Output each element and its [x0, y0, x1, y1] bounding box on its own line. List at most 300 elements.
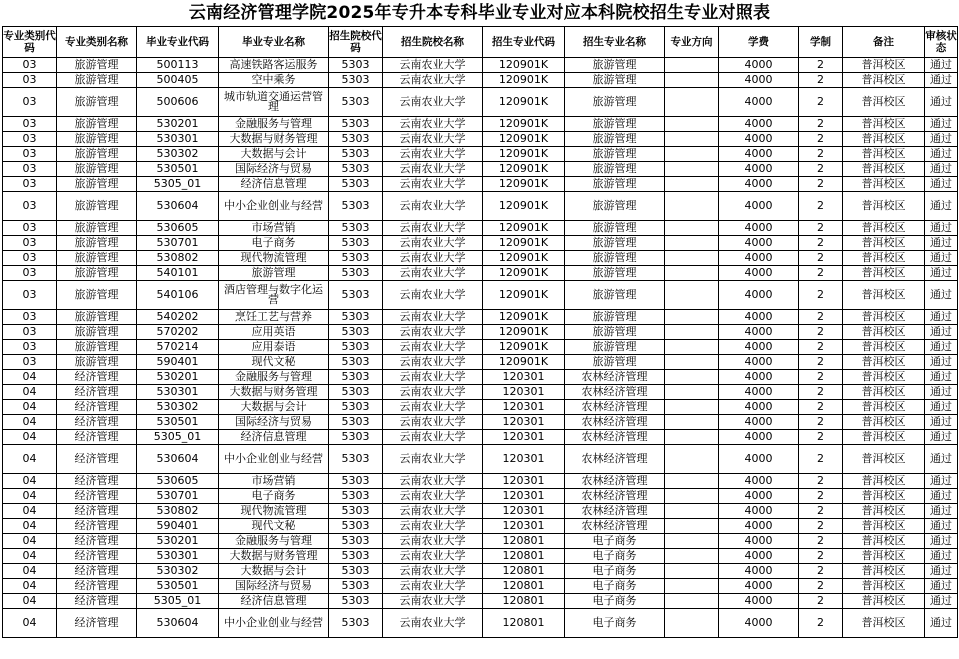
col-category-name-cell: 经济管理 [57, 445, 137, 474]
col-enroll-major-name-cell: 旅游管理 [565, 192, 665, 221]
col-tuition-cell: 4000 [719, 445, 799, 474]
col-review-status-cell: 通过 [925, 117, 958, 132]
col-direction-cell [665, 221, 719, 236]
col-duration-cell: 2 [799, 281, 843, 310]
col-direction-cell [665, 609, 719, 638]
col-school-name-cell: 云南农业大学 [383, 281, 483, 310]
col-direction-cell [665, 236, 719, 251]
col-grad-major-code-cell: 530501 [137, 162, 219, 177]
col-review-status-cell: 通过 [925, 355, 958, 370]
col-duration-cell: 2 [799, 325, 843, 340]
col-school-code-cell: 5303 [329, 73, 383, 88]
table-row [3, 73, 958, 88]
col-enroll-major-name-cell: 电子商务 [565, 564, 665, 579]
col-grad-major-name-cell: 现代物流管理 [219, 251, 329, 266]
col-category-name-cell: 经济管理 [57, 609, 137, 638]
col-enroll-major-code-cell: 120901K [483, 177, 565, 192]
col-enroll-major-name-cell: 旅游管理 [565, 325, 665, 340]
col-school-name-cell: 云南农业大学 [383, 73, 483, 88]
table-row [3, 310, 958, 325]
col-review-status-cell: 通过 [925, 415, 958, 430]
col-school-code-cell: 5303 [329, 534, 383, 549]
col-school-code-cell: 5303 [329, 355, 383, 370]
col-school-name-cell: 云南农业大学 [383, 594, 483, 609]
col-direction-cell [665, 251, 719, 266]
table-row [3, 504, 958, 519]
col-school-code-cell: 5303 [329, 415, 383, 430]
col-school-code-cell: 5303 [329, 117, 383, 132]
col-school-name-cell: 云南农业大学 [383, 445, 483, 474]
col-duration-cell: 2 [799, 236, 843, 251]
col-remark-cell: 普洱校区 [843, 281, 925, 310]
table-row [3, 192, 958, 221]
table-row [3, 177, 958, 192]
col-enroll-major-name-cell: 旅游管理 [565, 355, 665, 370]
col-duration-cell: 2 [799, 579, 843, 594]
col-grad-major-code-header: 毕业专业代码 [137, 27, 219, 58]
col-category-code-cell: 04 [3, 564, 57, 579]
col-tuition-cell: 4000 [719, 58, 799, 73]
col-grad-major-name-cell: 经济信息管理 [219, 430, 329, 445]
col-category-name-cell: 经济管理 [57, 385, 137, 400]
col-enroll-major-name-cell: 农林经济管理 [565, 430, 665, 445]
col-category-name-cell: 经济管理 [57, 534, 137, 549]
col-enroll-major-code-cell: 120901K [483, 266, 565, 281]
col-enroll-major-name-cell: 农林经济管理 [565, 519, 665, 534]
col-review-status-cell: 通过 [925, 132, 958, 147]
col-school-name-cell: 云南农业大学 [383, 489, 483, 504]
col-enroll-major-name-cell: 旅游管理 [565, 73, 665, 88]
col-review-status-cell: 通过 [925, 445, 958, 474]
col-enroll-major-code-cell: 120901K [483, 117, 565, 132]
col-enroll-major-name-cell: 旅游管理 [565, 117, 665, 132]
col-enroll-major-code-cell: 120801 [483, 549, 565, 564]
col-duration-cell: 2 [799, 266, 843, 281]
col-grad-major-code-cell: 500606 [137, 88, 219, 117]
col-school-code-cell: 5303 [329, 474, 383, 489]
col-remark-cell: 普洱校区 [843, 310, 925, 325]
col-enroll-major-name-cell: 电子商务 [565, 579, 665, 594]
col-grad-major-code-cell: 500113 [137, 58, 219, 73]
col-duration-cell: 2 [799, 310, 843, 325]
col-category-name-cell: 旅游管理 [57, 221, 137, 236]
col-enroll-major-name-cell: 旅游管理 [565, 281, 665, 310]
col-school-code-cell: 5303 [329, 58, 383, 73]
col-enroll-major-name-cell: 旅游管理 [565, 147, 665, 162]
col-enroll-major-name-cell: 旅游管理 [565, 162, 665, 177]
col-category-name-cell: 旅游管理 [57, 147, 137, 162]
col-enroll-major-code-cell: 120901K [483, 310, 565, 325]
col-remark-cell: 普洱校区 [843, 58, 925, 73]
col-grad-major-name-cell: 中小企业创业与经营 [219, 445, 329, 474]
col-grad-major-code-cell: 570214 [137, 340, 219, 355]
col-category-code-cell: 04 [3, 385, 57, 400]
col-remark-cell: 普洱校区 [843, 221, 925, 236]
col-school-code-cell: 5303 [329, 519, 383, 534]
col-direction-cell [665, 370, 719, 385]
table-row [3, 251, 958, 266]
col-enroll-major-code-cell: 120301 [483, 430, 565, 445]
col-school-code-cell: 5303 [329, 564, 383, 579]
col-enroll-major-code-cell: 120901K [483, 355, 565, 370]
col-enroll-major-name-cell: 农林经济管理 [565, 489, 665, 504]
col-grad-major-name-cell: 电子商务 [219, 236, 329, 251]
col-category-code-cell: 03 [3, 325, 57, 340]
col-grad-major-name-cell: 经济信息管理 [219, 594, 329, 609]
col-remark-cell: 普洱校区 [843, 445, 925, 474]
col-school-name-header: 招生院校名称 [383, 27, 483, 58]
col-enroll-major-code-cell: 120901K [483, 162, 565, 177]
col-enroll-major-code-cell: 120901K [483, 88, 565, 117]
col-category-name-cell: 经济管理 [57, 519, 137, 534]
col-category-name-cell: 经济管理 [57, 504, 137, 519]
col-duration-cell: 2 [799, 177, 843, 192]
col-review-status-cell: 通过 [925, 549, 958, 564]
col-school-code-cell: 5303 [329, 88, 383, 117]
col-enroll-major-code-cell: 120901K [483, 58, 565, 73]
col-duration-cell: 2 [799, 117, 843, 132]
col-remark-cell: 普洱校区 [843, 385, 925, 400]
col-review-status-cell: 通过 [925, 221, 958, 236]
col-direction-cell [665, 340, 719, 355]
col-grad-major-code-cell: 5305_01 [137, 177, 219, 192]
col-category-code-cell: 03 [3, 251, 57, 266]
col-category-name-cell: 旅游管理 [57, 58, 137, 73]
col-duration-cell: 2 [799, 73, 843, 88]
col-duration-cell: 2 [799, 58, 843, 73]
col-category-code-cell: 03 [3, 147, 57, 162]
col-review-status-cell: 通过 [925, 370, 958, 385]
col-direction-cell [665, 310, 719, 325]
col-school-name-cell: 云南农业大学 [383, 579, 483, 594]
col-direction-cell [665, 579, 719, 594]
col-review-status-cell: 通过 [925, 609, 958, 638]
col-category-code-header: 专业类别代码 [3, 27, 57, 58]
col-review-status-cell: 通过 [925, 192, 958, 221]
table-row [3, 415, 958, 430]
col-grad-major-code-cell: 530501 [137, 415, 219, 430]
col-remark-cell: 普洱校区 [843, 132, 925, 147]
col-school-code-cell: 5303 [329, 549, 383, 564]
col-remark-cell: 普洱校区 [843, 534, 925, 549]
table-row [3, 534, 958, 549]
col-tuition-cell: 4000 [719, 370, 799, 385]
col-category-code-cell: 04 [3, 430, 57, 445]
col-grad-major-code-cell: 590401 [137, 519, 219, 534]
col-review-status-cell: 通过 [925, 579, 958, 594]
table-row [3, 594, 958, 609]
col-category-name-cell: 经济管理 [57, 370, 137, 385]
col-review-status-header: 审核状态 [925, 27, 958, 58]
col-review-status-cell: 通过 [925, 147, 958, 162]
col-school-name-cell: 云南农业大学 [383, 325, 483, 340]
col-category-name-cell: 经济管理 [57, 430, 137, 445]
table-row [3, 564, 958, 579]
col-enroll-major-code-cell: 120901K [483, 147, 565, 162]
col-review-status-cell: 通过 [925, 430, 958, 445]
col-category-name-cell: 旅游管理 [57, 73, 137, 88]
col-direction-cell [665, 88, 719, 117]
col-school-code-cell: 5303 [329, 370, 383, 385]
col-direction-cell [665, 325, 719, 340]
col-review-status-cell: 通过 [925, 73, 958, 88]
col-grad-major-name-cell: 市场营销 [219, 221, 329, 236]
col-review-status-cell: 通过 [925, 385, 958, 400]
col-school-code-cell: 5303 [329, 489, 383, 504]
col-review-status-cell: 通过 [925, 400, 958, 415]
col-enroll-major-name-cell: 电子商务 [565, 594, 665, 609]
col-review-status-cell: 通过 [925, 88, 958, 117]
col-duration-cell: 2 [799, 192, 843, 221]
col-direction-header: 专业方向 [665, 27, 719, 58]
col-duration-cell: 2 [799, 162, 843, 177]
col-school-name-cell: 云南农业大学 [383, 117, 483, 132]
col-grad-major-name-cell: 空中乘务 [219, 73, 329, 88]
col-grad-major-code-cell: 530201 [137, 370, 219, 385]
col-category-code-cell: 03 [3, 281, 57, 310]
col-enroll-major-name-cell: 电子商务 [565, 609, 665, 638]
col-remark-cell: 普洱校区 [843, 251, 925, 266]
col-review-status-cell: 通过 [925, 58, 958, 73]
col-duration-cell: 2 [799, 474, 843, 489]
col-grad-major-code-cell: 530802 [137, 251, 219, 266]
col-direction-cell [665, 400, 719, 415]
col-category-code-cell: 04 [3, 400, 57, 415]
col-grad-major-name-header: 毕业专业名称 [219, 27, 329, 58]
col-category-code-cell: 04 [3, 489, 57, 504]
col-duration-cell: 2 [799, 251, 843, 266]
col-school-code-cell: 5303 [329, 310, 383, 325]
col-enroll-major-code-cell: 120301 [483, 400, 565, 415]
table-row [3, 430, 958, 445]
col-category-name-cell: 旅游管理 [57, 88, 137, 117]
col-school-code-cell: 5303 [329, 579, 383, 594]
col-grad-major-code-cell: 530604 [137, 192, 219, 221]
col-category-name-cell: 旅游管理 [57, 281, 137, 310]
col-remark-cell: 普洱校区 [843, 325, 925, 340]
col-grad-major-name-cell: 金融服务与管理 [219, 534, 329, 549]
col-school-name-cell: 云南农业大学 [383, 147, 483, 162]
col-direction-cell [665, 489, 719, 504]
table-body [3, 58, 958, 638]
col-category-code-cell: 04 [3, 415, 57, 430]
col-school-name-cell: 云南农业大学 [383, 549, 483, 564]
col-school-name-cell: 云南农业大学 [383, 474, 483, 489]
col-grad-major-name-cell: 国际经济与贸易 [219, 415, 329, 430]
col-review-status-cell: 通过 [925, 325, 958, 340]
col-review-status-cell: 通过 [925, 177, 958, 192]
col-grad-major-name-cell: 高速铁路客运服务 [219, 58, 329, 73]
col-enroll-major-code-cell: 120901K [483, 325, 565, 340]
col-grad-major-name-cell: 大数据与会计 [219, 564, 329, 579]
col-enroll-major-name-cell: 旅游管理 [565, 266, 665, 281]
col-enroll-major-name-cell: 旅游管理 [565, 58, 665, 73]
col-duration-cell: 2 [799, 534, 843, 549]
col-category-name-cell: 旅游管理 [57, 251, 137, 266]
col-school-name-cell: 云南农业大学 [383, 519, 483, 534]
col-grad-major-code-cell: 530302 [137, 564, 219, 579]
mapping-table [2, 26, 958, 638]
col-tuition-cell: 4000 [719, 474, 799, 489]
col-duration-cell: 2 [799, 430, 843, 445]
col-grad-major-name-cell: 金融服务与管理 [219, 370, 329, 385]
col-school-name-cell: 云南农业大学 [383, 564, 483, 579]
col-direction-cell [665, 58, 719, 73]
col-grad-major-code-cell: 590401 [137, 355, 219, 370]
col-enroll-major-name-cell: 旅游管理 [565, 177, 665, 192]
col-enroll-major-code-cell: 120301 [483, 474, 565, 489]
col-enroll-major-name-cell: 旅游管理 [565, 221, 665, 236]
col-school-name-cell: 云南农业大学 [383, 177, 483, 192]
col-school-code-cell: 5303 [329, 236, 383, 251]
col-grad-major-code-cell: 530802 [137, 504, 219, 519]
col-tuition-cell: 4000 [719, 221, 799, 236]
col-duration-cell: 2 [799, 549, 843, 564]
col-duration-cell: 2 [799, 355, 843, 370]
col-category-name-cell: 经济管理 [57, 579, 137, 594]
col-enroll-major-name-cell: 农林经济管理 [565, 445, 665, 474]
col-grad-major-code-cell: 540202 [137, 310, 219, 325]
document-title: 云南经济管理学院2025年专升本专科毕业专业对应本科院校招生专业对照表 [188, 3, 771, 23]
table-row [3, 266, 958, 281]
col-grad-major-name-cell: 中小企业创业与经营 [219, 192, 329, 221]
col-duration-cell: 2 [799, 88, 843, 117]
col-tuition-cell: 4000 [719, 549, 799, 564]
col-grad-major-name-cell: 国际经济与贸易 [219, 579, 329, 594]
col-school-name-cell: 云南农业大学 [383, 400, 483, 415]
col-category-name-cell: 旅游管理 [57, 162, 137, 177]
table-row [3, 579, 958, 594]
col-duration-cell: 2 [799, 415, 843, 430]
col-grad-major-name-cell: 电子商务 [219, 489, 329, 504]
col-category-code-cell: 03 [3, 162, 57, 177]
col-enroll-major-name-cell: 农林经济管理 [565, 385, 665, 400]
col-category-name-cell: 旅游管理 [57, 266, 137, 281]
col-grad-major-code-cell: 540106 [137, 281, 219, 310]
col-direction-cell [665, 177, 719, 192]
table-row [3, 445, 958, 474]
col-enroll-major-name-cell: 农林经济管理 [565, 415, 665, 430]
col-category-code-cell: 04 [3, 504, 57, 519]
col-school-code-cell: 5303 [329, 445, 383, 474]
col-tuition-cell: 4000 [719, 609, 799, 638]
col-grad-major-name-cell: 应用泰语 [219, 340, 329, 355]
col-remark-cell: 普洱校区 [843, 430, 925, 445]
col-tuition-cell: 4000 [719, 117, 799, 132]
col-school-code-cell: 5303 [329, 609, 383, 638]
col-review-status-cell: 通过 [925, 251, 958, 266]
col-duration-cell: 2 [799, 400, 843, 415]
col-tuition-header: 学费 [719, 27, 799, 58]
col-school-name-cell: 云南农业大学 [383, 609, 483, 638]
col-category-code-cell: 04 [3, 594, 57, 609]
col-category-code-cell: 04 [3, 445, 57, 474]
col-category-code-cell: 04 [3, 519, 57, 534]
col-category-code-cell: 04 [3, 549, 57, 564]
col-enroll-major-code-cell: 120901K [483, 192, 565, 221]
col-school-code-cell: 5303 [329, 594, 383, 609]
col-direction-cell [665, 73, 719, 88]
col-tuition-cell: 4000 [719, 415, 799, 430]
col-grad-major-name-cell: 旅游管理 [219, 266, 329, 281]
col-enroll-major-code-cell: 120301 [483, 504, 565, 519]
col-tuition-cell: 4000 [719, 73, 799, 88]
col-school-code-cell: 5303 [329, 266, 383, 281]
col-remark-cell: 普洱校区 [843, 519, 925, 534]
col-duration-cell: 2 [799, 564, 843, 579]
col-tuition-cell: 4000 [719, 519, 799, 534]
col-direction-cell [665, 385, 719, 400]
col-enroll-major-name-cell: 电子商务 [565, 534, 665, 549]
col-grad-major-code-cell: 530201 [137, 534, 219, 549]
col-duration-cell: 2 [799, 340, 843, 355]
col-school-code-cell: 5303 [329, 504, 383, 519]
col-enroll-major-name-cell: 旅游管理 [565, 132, 665, 147]
col-duration-cell: 2 [799, 594, 843, 609]
col-school-name-cell: 云南农业大学 [383, 162, 483, 177]
col-enroll-major-code-cell: 120901K [483, 221, 565, 236]
col-direction-cell [665, 430, 719, 445]
col-school-code-cell: 5303 [329, 162, 383, 177]
col-duration-cell: 2 [799, 489, 843, 504]
col-duration-cell: 2 [799, 385, 843, 400]
col-duration-header: 学制 [799, 27, 843, 58]
col-review-status-cell: 通过 [925, 266, 958, 281]
col-grad-major-code-cell: 530501 [137, 579, 219, 594]
col-enroll-major-name-cell: 电子商务 [565, 549, 665, 564]
col-grad-major-code-cell: 530701 [137, 489, 219, 504]
table-row [3, 400, 958, 415]
col-grad-major-code-cell: 530604 [137, 445, 219, 474]
col-tuition-cell: 4000 [719, 325, 799, 340]
col-grad-major-code-cell: 530301 [137, 132, 219, 147]
col-duration-cell: 2 [799, 519, 843, 534]
col-category-code-cell: 04 [3, 609, 57, 638]
table-row [3, 236, 958, 251]
col-enroll-major-name-cell: 农林经济管理 [565, 474, 665, 489]
table-row [3, 147, 958, 162]
col-remark-cell: 普洱校区 [843, 579, 925, 594]
col-category-name-cell: 旅游管理 [57, 132, 137, 147]
col-remark-cell: 普洱校区 [843, 564, 925, 579]
col-school-name-cell: 云南农业大学 [383, 251, 483, 266]
col-duration-cell: 2 [799, 221, 843, 236]
col-duration-cell: 2 [799, 370, 843, 385]
col-tuition-cell: 4000 [719, 162, 799, 177]
col-grad-major-code-cell: 540101 [137, 266, 219, 281]
header-row [3, 27, 958, 58]
col-tuition-cell: 4000 [719, 88, 799, 117]
col-enroll-major-code-cell: 120801 [483, 534, 565, 549]
table-row [3, 325, 958, 340]
col-category-name-header: 专业类别名称 [57, 27, 137, 58]
table-row [3, 132, 958, 147]
col-direction-cell [665, 147, 719, 162]
col-enroll-major-code-cell: 120901K [483, 73, 565, 88]
col-review-status-cell: 通过 [925, 519, 958, 534]
col-grad-major-code-cell: 530605 [137, 474, 219, 489]
col-remark-cell: 普洱校区 [843, 355, 925, 370]
col-grad-major-name-cell: 国际经济与贸易 [219, 162, 329, 177]
col-direction-cell [665, 162, 719, 177]
col-grad-major-code-cell: 530301 [137, 549, 219, 564]
col-enroll-major-code-cell: 120901K [483, 340, 565, 355]
col-school-code-cell: 5303 [329, 385, 383, 400]
col-school-code-cell: 5303 [329, 147, 383, 162]
col-duration-cell: 2 [799, 609, 843, 638]
table-row [3, 549, 958, 564]
table-row [3, 281, 958, 310]
